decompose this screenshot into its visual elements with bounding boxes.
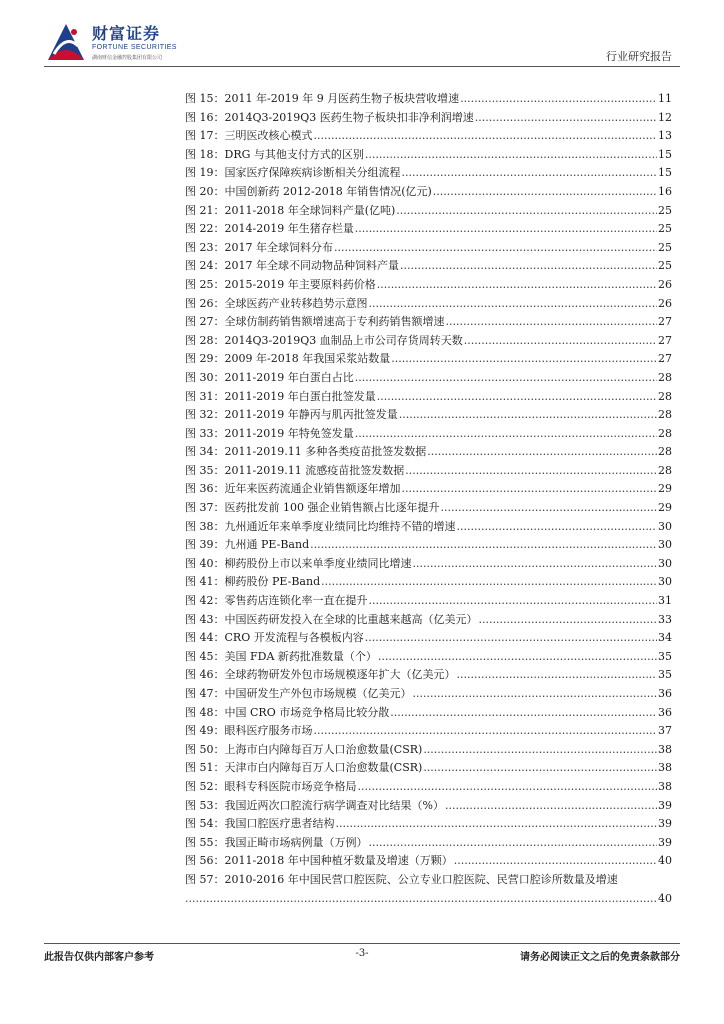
toc-dot-leader <box>391 350 657 369</box>
toc-entry-page: 28 <box>658 389 672 403</box>
toc-dot-leader <box>405 462 657 481</box>
toc-entry-page: 25 <box>658 203 672 217</box>
toc-entry-page: 26 <box>658 296 672 310</box>
toc-entry-page: 28 <box>658 426 672 440</box>
toc-entry-page: 15 <box>658 147 672 161</box>
toc-dot-leader <box>369 834 658 853</box>
toc-entry-page: 35 <box>658 649 672 663</box>
toc-dot-leader <box>369 295 658 314</box>
toc-entry-title: 图 29：2009 年-2018 年我国采浆站数量 <box>185 352 391 366</box>
toc-entry-page: 28 <box>658 463 672 477</box>
toc-entry-title: 图 46：全球药物研发外包市场规模逐年扩大（亿美元） <box>185 668 456 682</box>
toc-entry-page: 30 <box>658 556 672 570</box>
toc-entry-page: 27 <box>658 352 672 366</box>
toc-dot-leader <box>402 164 658 183</box>
toc-entry-page: 38 <box>658 779 672 793</box>
toc-entry[interactable] <box>185 350 672 369</box>
toc-entry[interactable] <box>185 369 672 388</box>
toc-entry-page: 25 <box>658 259 672 273</box>
toc-entry-title: 图 18：DRG 与其他支付方式的区别 <box>185 147 364 161</box>
toc-entry[interactable] <box>185 146 672 165</box>
toc-dot-leader <box>377 388 657 407</box>
toc-entry-title: 图 39：九州通 PE-Band <box>185 538 310 552</box>
toc-dot-leader <box>464 332 657 351</box>
toc-entry[interactable] <box>185 629 672 648</box>
toc-dot-leader <box>479 611 658 630</box>
toc-dot-leader <box>399 406 657 425</box>
logo-parent-company: 湖南财信金融控股集团有限公司 <box>92 55 163 61</box>
toc-entry-page: 28 <box>658 445 672 459</box>
toc-entry[interactable] <box>185 592 672 611</box>
toc-entry[interactable] <box>185 220 672 239</box>
toc-entry-title: 图 44：CRO 开发流程与各模板内容 <box>185 631 364 645</box>
toc-entry[interactable] <box>185 573 672 592</box>
toc-dot-leader <box>400 257 657 276</box>
toc-dot-leader <box>475 109 657 128</box>
toc-dot-leader <box>355 369 657 388</box>
toc-entry[interactable] <box>185 797 672 816</box>
toc-entry[interactable] <box>185 406 672 425</box>
toc-entry[interactable] <box>185 555 672 574</box>
toc-dot-leader <box>396 202 657 221</box>
toc-entry[interactable] <box>185 499 672 518</box>
header-divider <box>44 66 680 67</box>
toc-entry[interactable] <box>185 852 672 871</box>
page-header <box>0 0 724 70</box>
toc-entry-page: 35 <box>658 668 672 682</box>
toc-entry-title: 图 38：九州通近年来单季度业绩同比均维持不错的增速 <box>185 519 456 533</box>
toc-entry-title: 图 48：中国 CRO 市场竞争格局比较分散 <box>185 705 390 719</box>
document-type-label: 行业研究报告 <box>606 50 672 63</box>
toc-entry-title: 图 40：柳药股份上市以来单季度业绩同比增速 <box>185 556 412 570</box>
toc-entry-title: 图 21：2011-2018 年全球饲料产量(亿吨) <box>185 203 396 217</box>
toc-entry-title: 图 25：2015-2019 年主要原料药价格 <box>185 277 376 291</box>
toc-entry-title: 图 51：天津市白内障每百万人口治愈数量(CSR) <box>185 761 423 775</box>
toc-dot-leader <box>460 90 657 109</box>
toc-entry[interactable] <box>185 425 672 444</box>
toc-entry[interactable] <box>185 834 672 853</box>
toc-dot-leader <box>365 629 657 648</box>
toc-entry[interactable] <box>185 778 672 797</box>
toc-entry-page: 27 <box>658 315 672 329</box>
toc-entry-page: 30 <box>658 519 672 533</box>
toc-entry-page: 11 <box>658 92 672 105</box>
toc-entry[interactable] <box>185 257 672 276</box>
toc-dot-leader <box>358 778 658 797</box>
toc-dot-leader <box>355 220 657 239</box>
toc-dot-leader <box>413 555 658 574</box>
toc-entry-title: 图 20：中国创新药 2012-2018 年销售情况(亿元) <box>185 184 432 198</box>
toc-entry-page: 27 <box>658 333 672 347</box>
toc-entry-title: 图 27：全球仿制药销售额增速高于专利药销售额增速 <box>185 315 445 329</box>
toc-entry[interactable] <box>185 611 672 630</box>
toc-dot-leader <box>423 741 657 760</box>
toc-entry-page: 37 <box>658 724 672 738</box>
toc-entry[interactable] <box>185 313 672 332</box>
toc-entry-page: 38 <box>658 761 672 775</box>
toc-dot-leader <box>402 480 658 499</box>
toc-dot-leader <box>310 536 657 555</box>
toc-entry-page: 40 <box>658 891 672 905</box>
toc-entry-title: 图 47：中国研发生产外包市场规模（亿美元） <box>185 687 412 700</box>
toc-entry-page: 39 <box>658 817 672 831</box>
toc-entry[interactable] <box>185 685 672 704</box>
toc-entry[interactable] <box>185 127 672 146</box>
logo-chinese-name: 财富证券 <box>92 24 161 43</box>
toc-entry-title: 图 50：上海市白内障每百万人口治愈数量(CSR) <box>185 742 423 756</box>
toc-dot-leader <box>427 443 657 462</box>
toc-entry-page: 31 <box>658 594 672 608</box>
toc-entry[interactable] <box>185 648 672 667</box>
toc-entry-title: 图 56：2011-2018 年中国种植牙数量及增速（万颗） <box>185 854 453 868</box>
toc-dot-leader <box>377 276 657 295</box>
toc-dot-leader <box>454 852 657 871</box>
toc-entry-title: 图 23：2017 年全球饲料分布 <box>185 240 333 254</box>
toc-entry[interactable] <box>185 183 672 202</box>
toc-entry-title: 图 52：眼科专科医院市场竞争格局 <box>185 779 357 793</box>
toc-dot-leader <box>457 518 658 537</box>
toc-entry-title: 图 55：我国正畸市场病例量（万例） <box>185 835 368 849</box>
toc-entry-page: 26 <box>658 277 672 291</box>
toc-dot-leader <box>185 890 657 909</box>
toc-entry-page: 29 <box>658 501 672 515</box>
toc-dot-leader <box>423 759 657 778</box>
toc-dot-leader <box>440 499 657 518</box>
toc-entry-page: 28 <box>658 408 672 422</box>
toc-dot-leader <box>445 797 657 816</box>
toc-dot-leader <box>365 146 657 165</box>
toc-dot-leader <box>355 425 657 444</box>
logo-english-name: FORTUNE SECURITIES <box>92 44 177 51</box>
figure-index-list <box>185 90 672 908</box>
toc-entry[interactable] <box>185 109 672 128</box>
toc-entry[interactable] <box>185 443 672 462</box>
toc-entry[interactable] <box>185 815 672 834</box>
toc-entry-title: 图 33：2011-2019 年特免签发量 <box>185 426 354 440</box>
toc-entry-title: 图 15：2011 年-2019 年 9 月医药生物子板块营收增速 <box>185 92 460 105</box>
toc-entry-page: 25 <box>658 222 672 236</box>
toc-entry[interactable] <box>185 276 672 295</box>
toc-dot-leader <box>314 722 658 741</box>
toc-entry-title: 图 16：2014Q3-2019Q3 医药生物子板块扣非净利润增速 <box>185 110 474 124</box>
toc-entry-title: 图 35：2011-2019.11 流感疫苗批签发数据 <box>185 463 405 477</box>
toc-entry-page: 28 <box>658 370 672 384</box>
toc-entry-title: 图 36：近年来医药流通企业销售额逐年增加 <box>185 482 401 496</box>
fortune-securities-logo-icon <box>44 20 88 64</box>
toc-dot-leader <box>336 815 658 834</box>
toc-entry-page: 33 <box>658 612 672 626</box>
toc-entry-page: 38 <box>658 742 672 756</box>
toc-entry[interactable] <box>185 871 672 908</box>
toc-entry-page: 15 <box>658 166 672 180</box>
toc-entry-title: 图 57：2010-2016 年中国民营口腔医院、公立专业口腔医院、民营口腔诊所数量及增速 <box>185 872 618 886</box>
toc-entry-title: 图 30：2011-2019 年白蛋白占比 <box>185 370 354 384</box>
toc-entry-title: 图 17：三明医改核心模式 <box>185 129 313 143</box>
toc-entry[interactable] <box>185 759 672 778</box>
toc-dot-leader <box>433 183 657 202</box>
toc-entry-title: 图 45：美国 FDA 新药批准数量（个） <box>185 649 377 663</box>
footer-divider <box>44 943 680 944</box>
toc-entry-page: 39 <box>658 835 672 849</box>
toc-entry-title: 图 28：2014Q3-2019Q3 血制品上市公司存货周转天数 <box>185 333 463 347</box>
toc-entry[interactable] <box>185 388 672 407</box>
toc-entry[interactable] <box>185 704 672 723</box>
toc-entry[interactable] <box>185 722 672 741</box>
toc-entry-page: 36 <box>658 705 672 719</box>
toc-entry-page: 13 <box>658 129 672 143</box>
toc-dot-leader <box>390 704 657 723</box>
toc-entry[interactable] <box>185 90 672 109</box>
toc-dot-leader <box>314 127 658 146</box>
toc-entry-page: 34 <box>658 631 672 645</box>
toc-dot-leader <box>321 573 657 592</box>
toc-entry[interactable] <box>185 480 672 499</box>
toc-dot-leader <box>457 666 658 685</box>
company-logo <box>44 20 177 66</box>
toc-entry-title: 图 19：国家医疗保障疾病诊断相关分组流程 <box>185 166 401 180</box>
toc-entry[interactable] <box>185 666 672 685</box>
toc-entry-page: 39 <box>658 798 672 812</box>
toc-dot-leader <box>413 685 658 704</box>
toc-entry-page: 40 <box>658 854 672 868</box>
toc-entry-title: 图 54：我国口腔医疗患者结构 <box>185 817 335 831</box>
toc-dot-leader <box>369 592 658 611</box>
toc-entry-title: 图 26：全球医药产业转移趋势示意图 <box>185 296 368 310</box>
toc-dot-leader <box>446 313 658 332</box>
toc-entry-page: 36 <box>658 687 672 700</box>
toc-entry-title: 图 32：2011-2019 年静丙与肌丙批签发量 <box>185 408 398 422</box>
toc-entry-title: 图 22：2014-2019 年生猪存栏量 <box>185 222 354 236</box>
toc-entry-title: 图 31：2011-2019 年白蛋白批签发量 <box>185 389 376 403</box>
toc-entry-title: 图 24：2017 年全球不同动物品种饲料产量 <box>185 259 399 273</box>
page-number: -3- <box>355 948 369 959</box>
toc-entry-continuation <box>185 890 672 909</box>
toc-entry-page: 30 <box>658 538 672 552</box>
toc-entry[interactable] <box>185 295 672 314</box>
toc-entry-title: 图 34：2011-2019.11 多种各类疫苗批签发数据 <box>185 445 427 459</box>
toc-entry[interactable] <box>185 536 672 555</box>
toc-entry-title: 图 41：柳药股份 PE-Band <box>185 575 321 589</box>
toc-entry[interactable] <box>185 332 672 351</box>
footer-disclaimer: 此报告仅供内部客户参考 <box>44 952 154 963</box>
toc-dot-leader <box>334 239 657 258</box>
toc-entry[interactable] <box>185 164 672 183</box>
toc-entry[interactable] <box>185 462 672 481</box>
toc-entry-title: 图 49：眼科医疗服务市场 <box>185 724 313 738</box>
toc-entry-title: 图 42：零售药店连锁化率一直在提升 <box>185 594 368 608</box>
toc-entry[interactable] <box>185 202 672 221</box>
toc-entry[interactable] <box>185 239 672 258</box>
toc-entry-page: 29 <box>658 482 672 496</box>
toc-entry-page: 25 <box>658 240 672 254</box>
footer-legal-notice: 请务必阅读正文之后的免责条款部分 <box>520 952 680 963</box>
toc-entry-title: 图 43：中国医药研发投入在全球的比重越来越高（亿美元） <box>185 612 478 626</box>
toc-entry-page: 16 <box>658 184 672 198</box>
toc-entry[interactable] <box>185 741 672 760</box>
toc-dot-leader <box>378 648 657 667</box>
toc-entry[interactable] <box>185 518 672 537</box>
toc-entry-page: 30 <box>658 575 672 589</box>
toc-entry-title: 图 53：我国近两次口腔流行病学调查对比结果（%） <box>185 798 444 812</box>
toc-entry-page: 12 <box>658 110 672 124</box>
toc-entry-title: 图 37：医药批发前 100 强企业销售额占比逐年提升 <box>185 501 440 515</box>
